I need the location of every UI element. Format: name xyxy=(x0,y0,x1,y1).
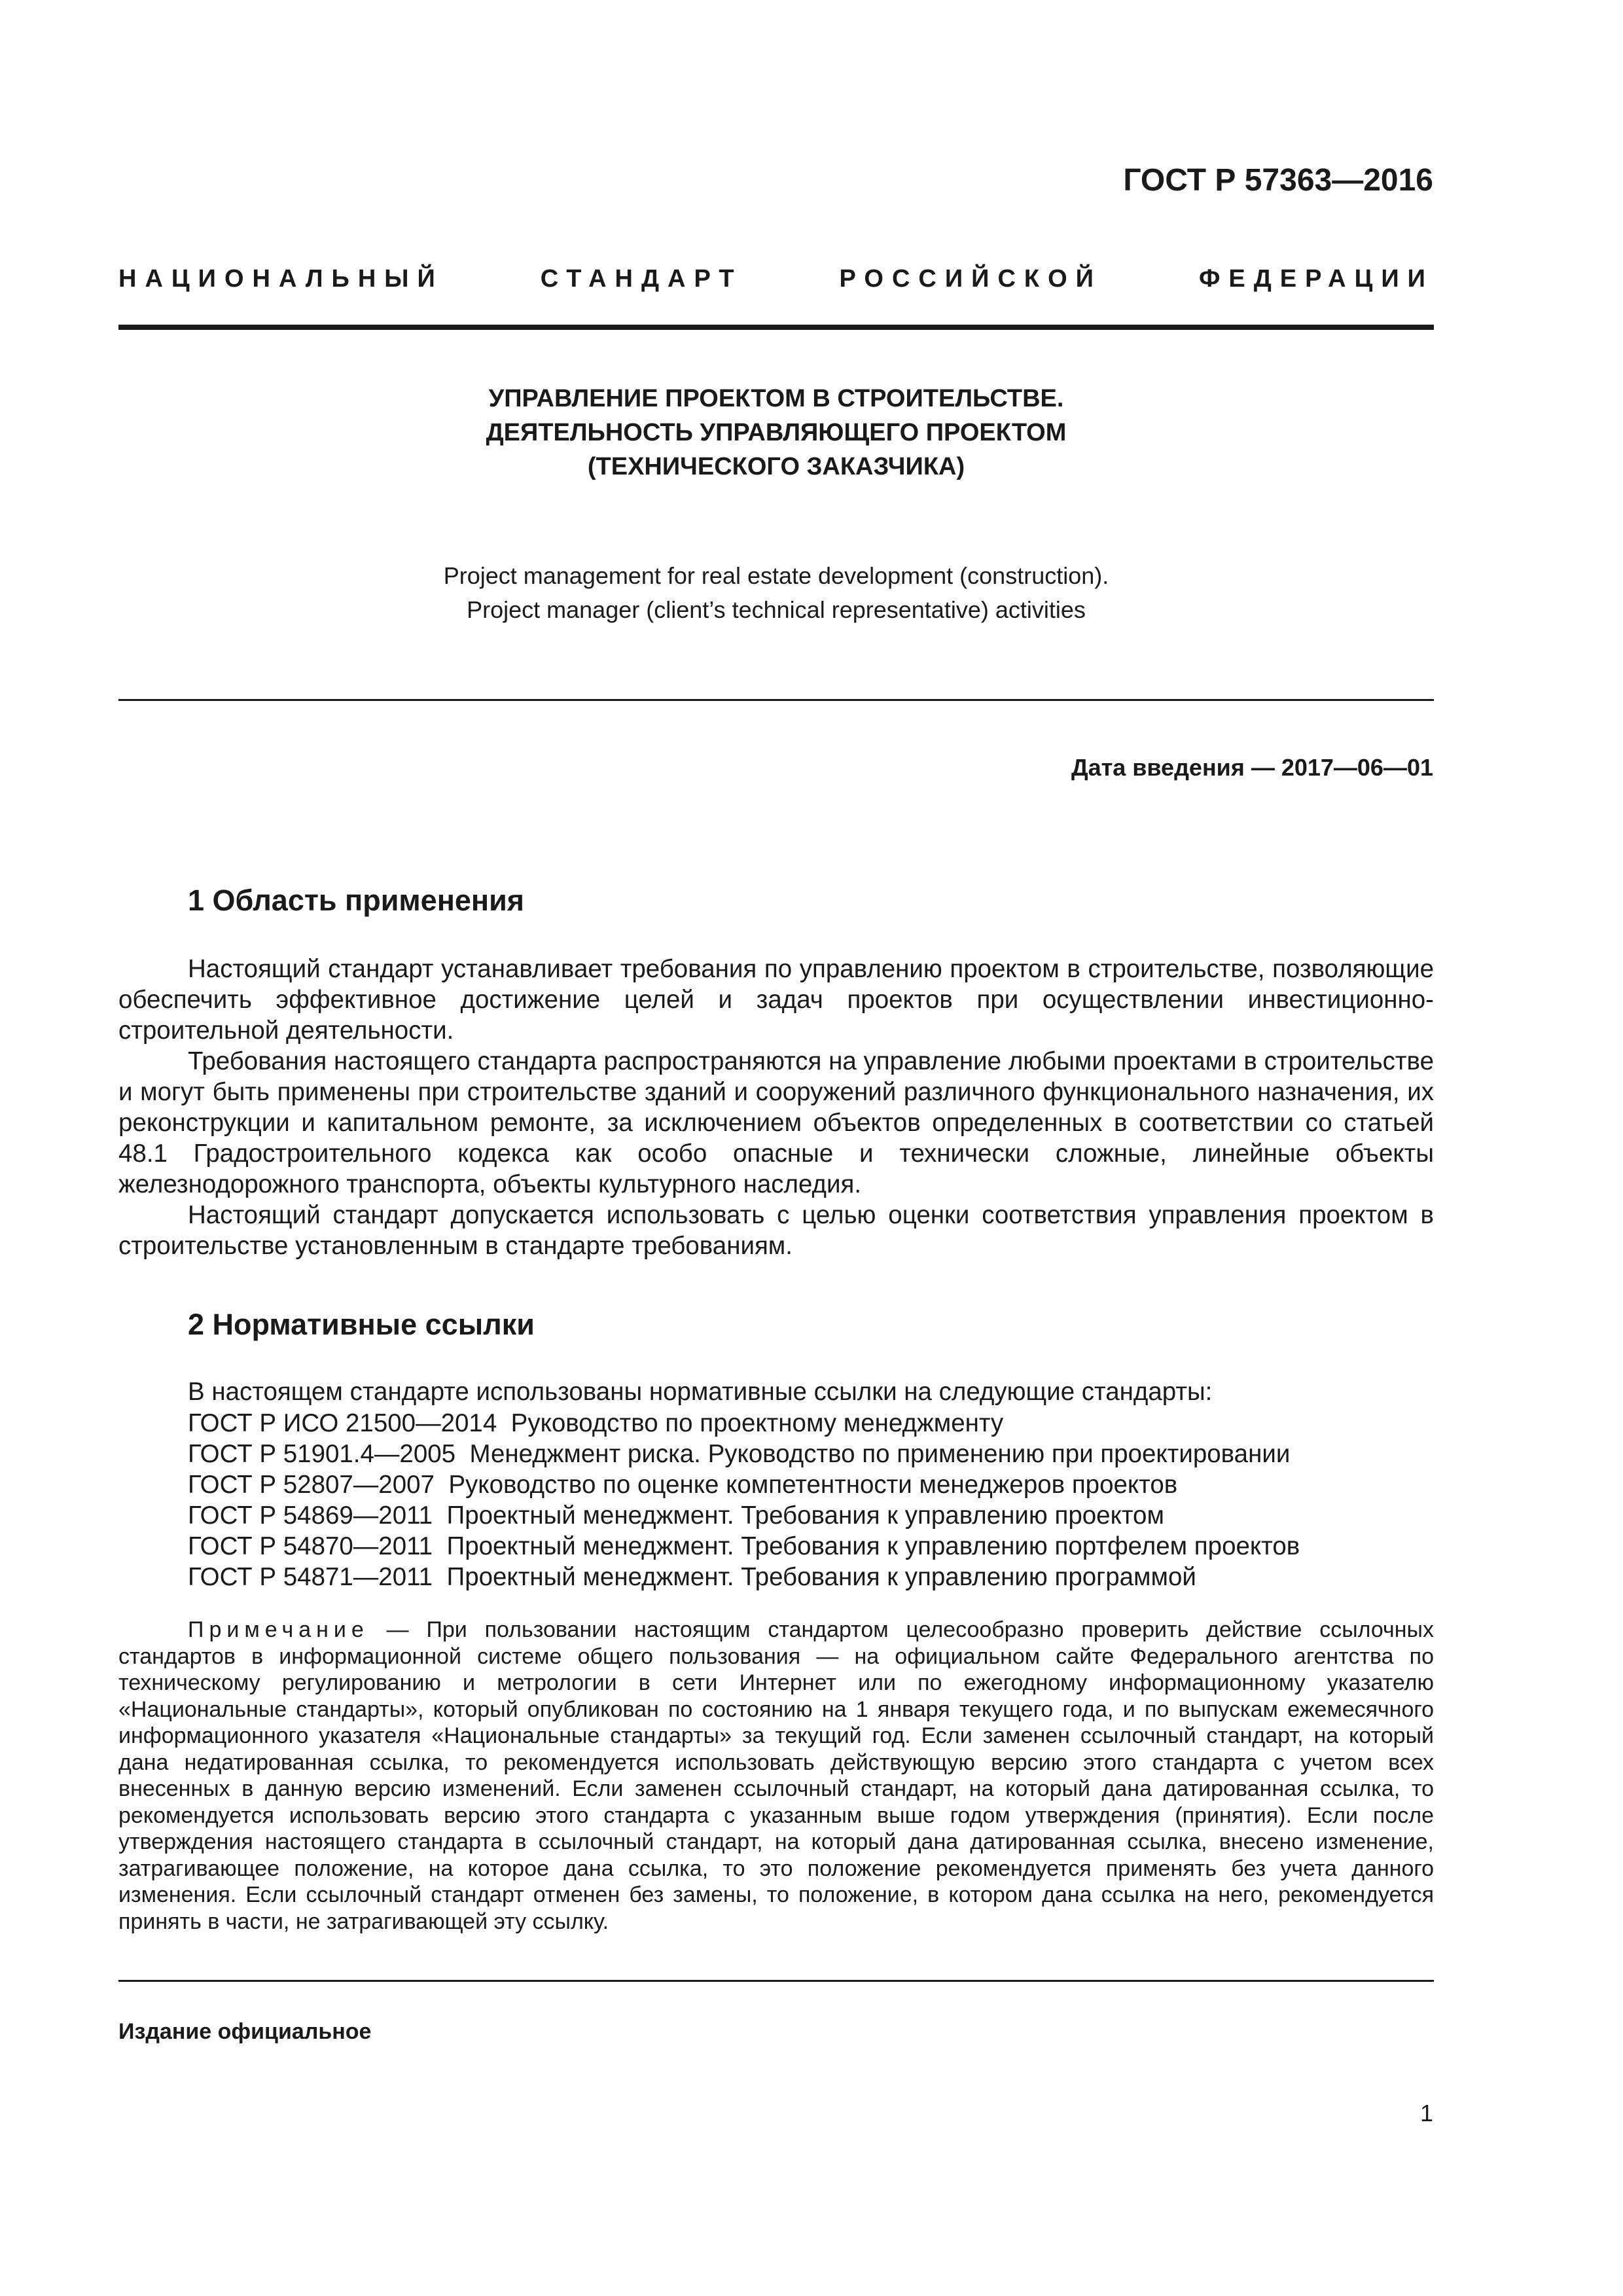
reference-item xyxy=(188,1440,1290,1469)
national-standard-banner xyxy=(118,265,1434,293)
banner-word: СТАНДАРТ xyxy=(540,265,743,293)
reference-code: ГОСТ Р 54869—2011 xyxy=(188,1501,433,1530)
section-2-heading: 2 Нормативные ссылки xyxy=(188,1308,535,1341)
reference-title: Проектный менеджмент. Требования к управлению проектом xyxy=(446,1501,1164,1530)
english-title-line: Project management for real estate development (construction). xyxy=(443,562,1109,589)
banner-word: РОССИЙСКОЙ xyxy=(839,265,1102,293)
banner-word: НАЦИОНАЛЬНЫЙ xyxy=(118,265,444,293)
note-label: Примечание xyxy=(188,1617,369,1642)
english-title xyxy=(118,559,1434,627)
official-edition-label: Издание официальное xyxy=(118,2019,372,2044)
reference-item xyxy=(188,1501,1164,1530)
english-title-line: Project manager (client’s technical representative) activities xyxy=(467,596,1086,623)
title-divider xyxy=(118,699,1434,701)
footer-divider xyxy=(118,1980,1434,1982)
document-title xyxy=(118,382,1434,484)
reference-code: ГОСТ Р ИСО 21500—2014 xyxy=(188,1409,497,1437)
reference-title: Руководство по оценке компетентности менеджеров проектов xyxy=(448,1471,1178,1499)
paragraph: Требования настоящего стандарта распространяются на управление любыми проектами в строительстве и могут быть применены при строительстве зданий и сооружений различного функционального назначения, их реконструкции и капитальном ремонте, за исключением объектов определенных в соответствии со статьей 48.1 Градостроительного кодекса как особо опасные и технически сложные, линейные объекты железнодорожного транспорта, объекты культурного наследия. xyxy=(118,1047,1434,1198)
banner-word: ФЕДЕРАЦИИ xyxy=(1198,265,1434,293)
reference-item xyxy=(188,1532,1300,1561)
title-line: УПРАВЛЕНИЕ ПРОЕКТОМ В СТРОИТЕЛЬСТВЕ. xyxy=(488,385,1064,412)
reference-title: Руководство по проектному менеджменту xyxy=(510,1409,1004,1437)
paragraph: Настоящий стандарт допускается использовать с целью оценки соответствия управления проектом в строительстве установленным в стандарте требованиям. xyxy=(118,1201,1434,1260)
reference-code: ГОСТ Р 54870—2011 xyxy=(188,1532,433,1560)
title-line: ДЕЯТЕЛЬНОСТЬ УПРАВЛЯЮЩЕГО ПРОЕКТОМ xyxy=(486,419,1067,446)
references-note xyxy=(118,1617,1434,1935)
references-lead: В настоящем стандарте использованы нормативные ссылки на следующие стандарты: xyxy=(188,1378,1213,1406)
reference-code: ГОСТ Р 54871—2011 xyxy=(188,1563,433,1591)
reference-code: ГОСТ Р 52807—2007 xyxy=(188,1471,435,1499)
paragraph: Настоящий стандарт устанавливает требования по управлению проектом в строительстве, позволяющие обеспечить эффективное достижение целей и задач проектов при осуществлении инвестиционно-строительной деятельности. xyxy=(118,955,1434,1045)
page-number: 1 xyxy=(1419,2100,1433,2126)
note-text: — При пользовании настоящим стандартом целесообразно проверить действие ссылочных стандартов в информационной системе общего пользования — на официальном сайте Федерального агентства по техническому регулированию и метрологии в сети Интернет или по ежегодному информационному указателю «Национальные стандарты», который опубликован по состоянию на 1 января текущего года, и по выпускам ежемесячного информационного указателя «Национальные стандарты» за текущий год. Если заменен ссылочный стандарт, на который дана недатированная ссылка, то рекомендуется использовать действующую версию этого стандарта с учетом всех внесенных в данную версию изменений. Если заменен ссылочный стандарт, на который дана датированная ссылка, то рекомендуется использовать версию этого стандарта с указанным выше годом утверждения (принятия). Если после утверждения настоящего стандарта в ссылочный стандарт, на который дана датированная ссылка, внесено изменение, затрагивающее положение, на которое дана ссылка, то это положение рекомендуется применять без учета данного изменения. Если ссылочный стандарт отменен без замены, то положение, в котором дана ссылка на него, рекомендуется принять в части, не затрагивающей эту ссылку. xyxy=(118,1617,1434,1934)
introduction-date: Дата введения — 2017—06—01 xyxy=(1071,754,1433,781)
reference-code: ГОСТ Р 51901.4—2005 xyxy=(188,1440,456,1468)
reference-title: Проектный менеджмент. Требования к управлению программой xyxy=(446,1563,1196,1591)
header-divider xyxy=(118,325,1434,330)
reference-item xyxy=(188,1471,1177,1499)
section-1-heading: 1 Область применения xyxy=(188,884,525,917)
reference-item xyxy=(188,1409,1003,1438)
gost-id: ГОСТ Р 57363—2016 xyxy=(1123,163,1433,198)
reference-item xyxy=(188,1563,1196,1592)
title-line: (ТЕХНИЧЕСКОГО ЗАКАЗЧИКА) xyxy=(587,453,965,480)
reference-title: Проектный менеджмент. Требования к управлению портфелем проектов xyxy=(446,1532,1300,1560)
reference-title: Менеджмент риска. Руководство по применению при проектировании xyxy=(469,1440,1291,1468)
